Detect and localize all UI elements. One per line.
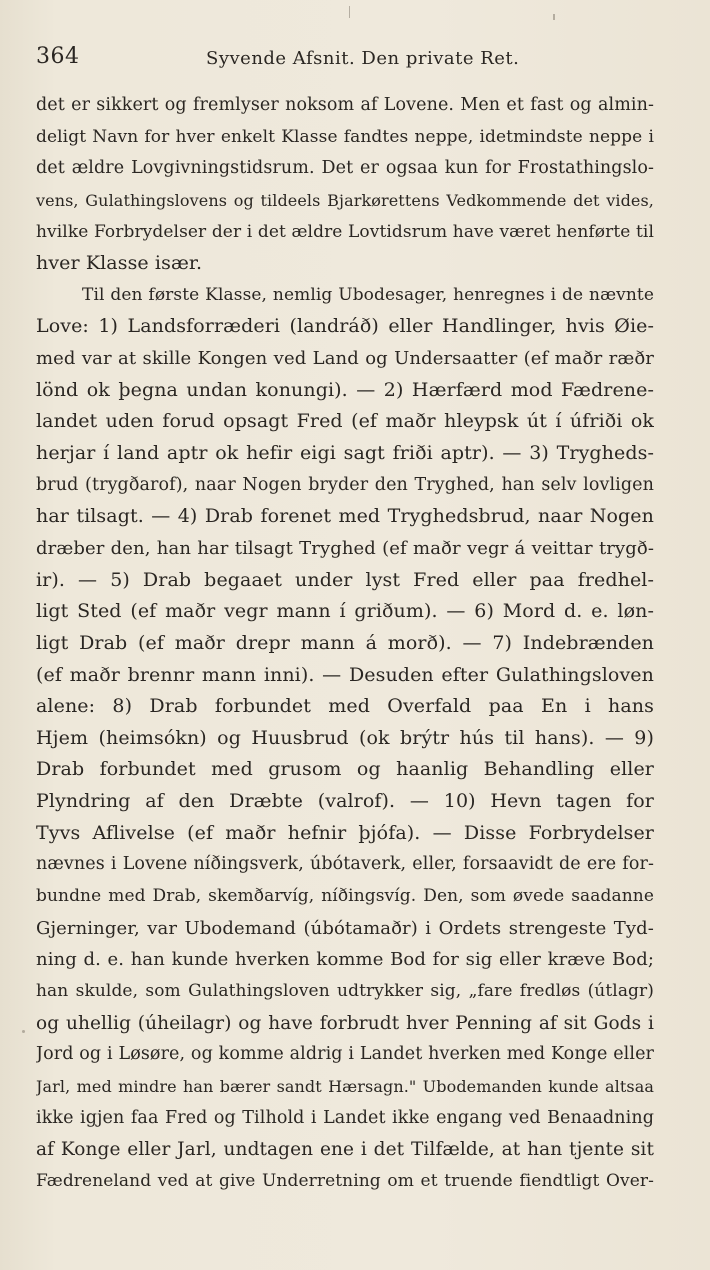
text-line: det ældre Lovgivningstidsrum. Det er ogsaa kun for Frostathingslo- — [36, 158, 654, 179]
text-line: Til den første Klasse, nemlig Ubodesager, henregnes i de nævnte — [82, 284, 654, 305]
text-line: deligt Navn for hver enkelt Klasse fandtes neppe, idetmindste neppe i — [36, 126, 654, 147]
text-line: har tilsagt. — 4) Drab forenet med Tryghedsbrud, naar Nogen — [36, 505, 654, 528]
text-line: Fædreneland ved at give Underretning om et truende fiendtligt Over- — [36, 1170, 654, 1191]
text-line: og uhellig (úheilagr) og have forbrudt hver Penning af sit Gods i — [36, 1012, 654, 1034]
page-number: 364 — [36, 44, 80, 69]
text-line: Tyvs Aflivelse (ef maðr hefnir þjófa). — Disse Forbrydelser — [36, 821, 654, 844]
text-line: ligt Sted (ef maðr vegr mann í griðum). — 6) Mord d. e. løn- — [36, 600, 654, 623]
text-line: af Konge eller Jarl, undtagen ene i det Tilfælde, at han tjente sit — [36, 1139, 654, 1161]
paper-speck — [553, 14, 555, 20]
text-line: Jarl, med mindre han bærer sandt Hærsagn." Ubodemanden kunde altsaa — [36, 1076, 654, 1096]
running-title: Syvende Afsnit. Den private Ret. — [206, 48, 520, 69]
text-line: bundne med Drab, skemðarvíg, níðingsvíg. Den, som øvede saadanne — [36, 886, 654, 907]
paper-speck — [349, 6, 350, 18]
text-line: brud (trygðarof), naar Nogen bryder den Tryghed, han selv lovligen — [36, 474, 654, 495]
text-line: med var at skille Kongen ved Land og Undersaatter (ef maðr ræðr — [36, 348, 654, 370]
paper-speck — [22, 1030, 25, 1033]
text-line: (ef maðr brennr mann inni). — Desuden efter Gulathingsloven — [36, 663, 654, 686]
text-line: hvilke Forbrydelser der i det ældre Lovtidsrum have været henførte til — [36, 221, 654, 242]
text-line: Plyndring af den Dræbte (valrof). — 10) Hevn tagen for — [36, 790, 654, 813]
text-line: Drab forbundet med grusom og haanlig Behandling eller — [36, 758, 654, 781]
text-line: ikke igjen faa Fred og Tilhold i Landet ikke engang ved Benaadning — [36, 1107, 654, 1128]
text-line: lönd ok þegna undan konungi). — 2) Hærfærd mod Fædrene- — [36, 378, 654, 401]
text-line: Gjerninger, var Ubodemand (úbótamaðr) i Ordets strengeste Tyd- — [36, 917, 654, 939]
page-header — [36, 44, 658, 74]
text-line: det er sikkert og fremlyser noksom af Lovene. Men et fast og almin- — [36, 95, 654, 115]
text-line: dræber den, han har tilsagt Tryghed (ef maðr vegr á veittar trygð- — [36, 537, 654, 559]
text-line: Love: 1) Landsforræderi (landráð) eller Handlinger, hvis Øie- — [36, 315, 654, 338]
text-line: nævnes i Lovene níðingsverk, úbótaverk, eller, forsaavidt de ere for- — [36, 854, 654, 875]
text-line: vens, Gulathingslovens og tildeels Bjarkørettens Vedkommende det vides, — [36, 190, 654, 210]
text-line: han skulde, som Gulathingsloven udtrykker sig, „fare fredløs (útlagr) — [36, 980, 654, 1001]
text-line: ir). — 5) Drab begaaet under lyst Fred eller paa fredhel- — [36, 568, 654, 591]
text-line: herjar í land aptr ok hefir eigi sagt friði aptr). — 3) Trygheds- — [36, 442, 654, 465]
text-line: Jord og i Løsøre, og komme aldrig i Landet hverken med Konge eller — [36, 1044, 654, 1065]
text-line: ning d. e. han kunde hverken komme Bod for sig eller kræve Bod; — [36, 949, 654, 971]
text-line: ligt Drab (ef maðr drepr mann á morð). — 7) Indebrænden — [36, 631, 654, 654]
text-line: hver Klasse især. — [36, 252, 203, 275]
body-text — [36, 90, 654, 1197]
text-line: alene: 8) Drab forbundet med Overfald paa En i hans — [36, 695, 654, 718]
text-line: Hjem (heimsókn) og Huusbrud (ok brýtr hús til hans). — 9) — [36, 726, 654, 749]
text-line: landet uden forud opsagt Fred (ef maðr hleypsk út í úfriði ok — [36, 410, 654, 433]
